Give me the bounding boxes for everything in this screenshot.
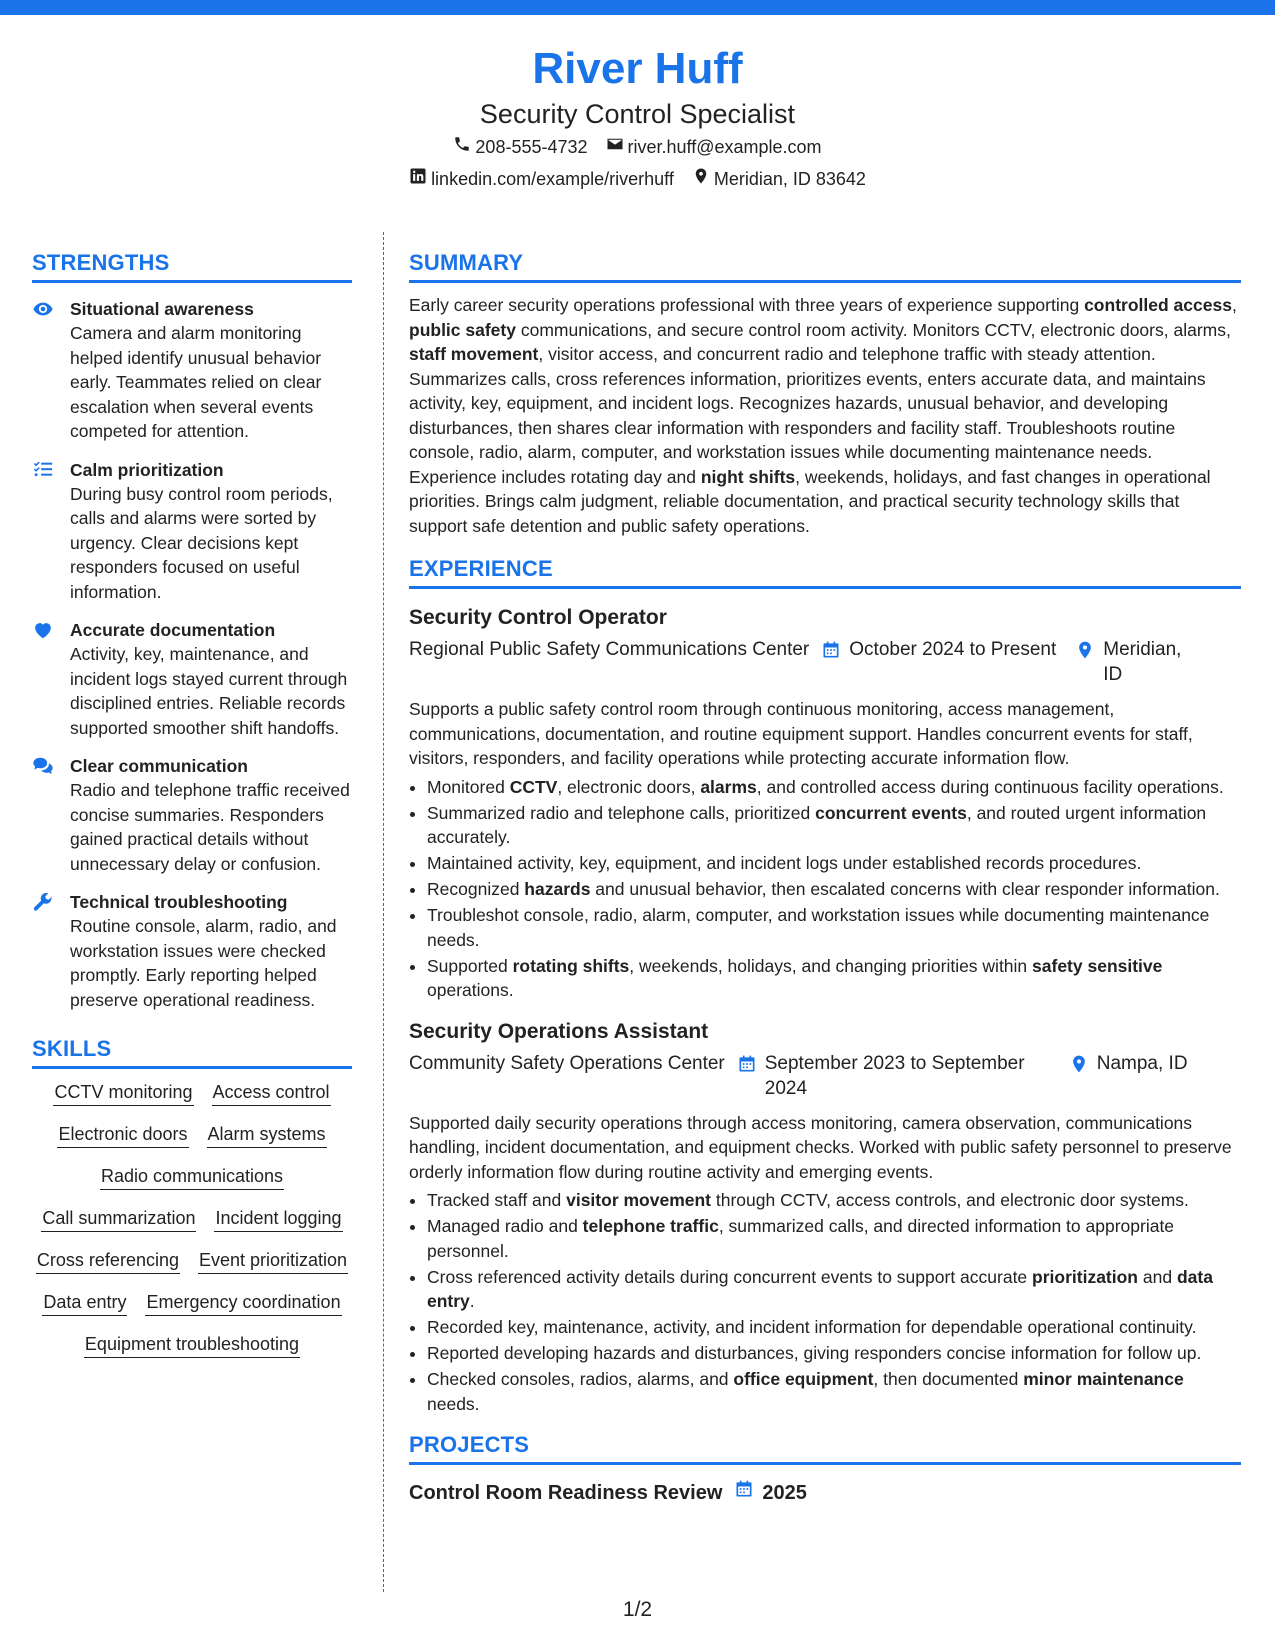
- phone-icon: [453, 131, 471, 163]
- job-bullet: • Cross referenced activity details during concurrent events to support accurate prioritization and data entry.: [427, 1265, 1241, 1314]
- job-bullet: • Recognized hazards and unusual behavior, then escalated concerns with clear responder information.: [427, 877, 1241, 902]
- job-meta: [409, 637, 1241, 687]
- column-divider: [383, 232, 384, 1592]
- skills-heading: SKILLS: [32, 1034, 352, 1069]
- skill-tag: Access control: [212, 1079, 331, 1106]
- skill-tag: Equipment troubleshooting: [84, 1331, 300, 1358]
- job-entry: [409, 603, 1241, 1003]
- strength-title: Technical troubleshooting: [70, 892, 288, 912]
- experience-heading: EXPERIENCE: [409, 554, 1241, 589]
- job-location: Meridian, ID: [1103, 639, 1182, 685]
- skill-tag: Alarm systems: [207, 1121, 327, 1148]
- calendar-icon: [821, 637, 849, 687]
- strength-title: Situational awareness: [70, 299, 254, 319]
- skill-tag: Radio communications: [100, 1163, 284, 1190]
- job-bullet: • Managed radio and telephone traffic, summarized calls, and directed information to appropriate personnel.: [427, 1214, 1241, 1263]
- job-bullet: • Checked consoles, radios, alarms, and office equipment, then documented minor maintenance needs.: [427, 1367, 1241, 1416]
- map-pin-icon: [1069, 1051, 1097, 1101]
- job-org: Community Safety Operations Center: [409, 1052, 725, 1074]
- summary-heading: SUMMARY: [409, 248, 1241, 283]
- bold-keyword: rotating shifts: [512, 955, 630, 976]
- job-dates: October 2024 to Present: [849, 639, 1057, 660]
- strength-title: Clear communication: [70, 756, 248, 776]
- strength-desc: During busy control room periods, calls and alarms were sorted by urgency. Clear decisions kept responders focused on useful information.: [70, 483, 333, 602]
- heart-icon: [32, 618, 70, 740]
- strength-item: [32, 754, 352, 876]
- top-accent-bar: [0, 0, 1275, 15]
- job-title: Security Control Operator: [409, 606, 667, 629]
- bold-keyword: CCTV: [509, 776, 558, 797]
- linkedin-icon: [409, 163, 427, 195]
- strength-item: [32, 458, 352, 605]
- job-location: Nampa, ID: [1096, 1052, 1188, 1074]
- job-dates: September 2023 to September 2024: [764, 1052, 1025, 1099]
- skill-tag: Cross referencing: [36, 1247, 180, 1274]
- project-title: Control Room Readiness Review: [409, 1482, 723, 1504]
- wrench-icon: [32, 890, 70, 1012]
- skill-tag: Event prioritization: [198, 1247, 348, 1274]
- left-column: [32, 248, 352, 1358]
- skills-list: [32, 1079, 352, 1358]
- bold-keyword: alarms: [700, 776, 757, 797]
- eye-icon: [32, 297, 70, 444]
- strength-item: [32, 618, 352, 740]
- summary-text: Early career security operations professional with three years of experience supporting controlled access, public safety communications, and secure control room activity. Monitors CCTV, electronic doors, alarms, staff movement, visitor access, and concurrent radio and telephone traffic with steady attention. Summarizes calls, cross references information, prioritizes events, enters accurate data, and maintains activity, key, equipment, and incident logs. Recognizes hazards, unusual behavior, and developing disturbances, then shares clear information with responders and facility staff. Troubleshoots routine console, radio, alarm, computer, and workstation issues while documenting maintenance needs. Experience includes rotating day and night shifts, weekends, holidays, and fast changes in operational priorities. Brings calm judgment, reliable documentation, and practical security technology skills that support safe detention and public safety operations.: [409, 295, 1237, 536]
- projects-heading: PROJECTS: [409, 1430, 1241, 1465]
- candidate-name: River Huff: [532, 44, 743, 93]
- linkedin-contact[interactable]: [409, 163, 674, 195]
- bold-keyword: prioritization: [1032, 1266, 1138, 1287]
- bold-keyword: hazards: [524, 879, 591, 899]
- page-number: 1/2: [622, 1598, 653, 1621]
- bold-keyword: office equipment: [733, 1369, 874, 1389]
- strength-desc: Radio and telephone traffic received concise summaries. Responders gained practical details without unnecessary delay or confusion.: [70, 780, 350, 874]
- map-pin-icon: [1075, 637, 1103, 687]
- skill-tag: Data entry: [42, 1289, 127, 1316]
- skill-tag: Electronic doors: [57, 1121, 188, 1148]
- job-entry: [409, 1017, 1241, 1417]
- right-column: [409, 248, 1241, 1507]
- job-location-group: [1069, 1051, 1188, 1101]
- skill-tag: Call summarization: [41, 1205, 196, 1232]
- job-bullet: • Troubleshot console, radio, alarm, computer, and workstation issues while documenting maintenance needs.: [427, 903, 1241, 952]
- bold-keyword: staff movement: [409, 344, 539, 364]
- job-title: Security Operations Assistant: [409, 1019, 709, 1043]
- location-contact: [692, 163, 866, 195]
- job-bullet: • Summarized radio and telephone calls, prioritized concurrent events, and routed urgent information accurately.: [427, 801, 1241, 850]
- bold-keyword: public safety: [409, 319, 516, 340]
- calendar-icon: [737, 1051, 765, 1101]
- skill-tag: CCTV monitoring: [53, 1079, 193, 1106]
- job-bullets: [409, 1188, 1241, 1416]
- job-bullets: [409, 775, 1241, 1003]
- project-entry: [409, 1479, 1241, 1507]
- skill-tag: Emergency coordination: [145, 1289, 341, 1316]
- bold-keyword: telephone traffic: [582, 1216, 719, 1236]
- job-bullet: • Tracked staff and visitor movement through CCTV, access controls, and electronic door systems.: [427, 1188, 1241, 1213]
- email-address[interactable]: river.huff@example.com: [627, 137, 822, 157]
- map-pin-icon: [692, 163, 710, 195]
- strength-title: Accurate documentation: [70, 620, 276, 640]
- job-org: Regional Public Safety Communications Center: [409, 639, 810, 660]
- bold-keyword: night shifts: [700, 466, 796, 487]
- phone-number: 208-555-4732: [475, 137, 588, 157]
- phone-contact: [453, 131, 587, 163]
- job-dates-group: [737, 1051, 1047, 1101]
- bold-keyword: controlled access: [1084, 295, 1232, 315]
- strength-desc: Activity, key, maintenance, and incident logs stayed current through disciplined entries. Reliable records supported smoother shift handoffs.: [70, 644, 348, 738]
- calendar-icon: [722, 1479, 762, 1507]
- strength-title: Calm prioritization: [70, 459, 224, 480]
- job-dates-group: [821, 637, 1061, 687]
- job-bullet: • Monitored CCTV, electronic doors, alarms, and controlled access during continuous facility operations.: [427, 775, 1241, 800]
- contact-row-2: [0, 163, 1275, 195]
- skill-tag: Incident logging: [214, 1205, 342, 1232]
- job-meta: [409, 1051, 1241, 1101]
- bold-keyword: data entry: [427, 1266, 1213, 1311]
- job-description: Supported daily security operations through access monitoring, camera observation, communications handling, incident documentation, and equipment checks. Worked with public safety personnel to preserve orderly information flow during routine activity and emerging events.: [409, 1112, 1232, 1182]
- job-bullet: • Recorded key, maintenance, activity, and incident information for dependable operational continuity.: [427, 1315, 1241, 1340]
- contact-row-1: [0, 131, 1275, 163]
- linkedin-url[interactable]: linkedin.com/example/riverhuff: [431, 169, 674, 189]
- bold-keyword: visitor movement: [566, 1190, 712, 1210]
- strengths-heading: STRENGTHS: [32, 248, 352, 283]
- chat-bubbles-icon: [32, 754, 70, 876]
- bold-keyword: safety sensitive: [1032, 955, 1163, 976]
- candidate-title: Security Control Specialist: [479, 99, 796, 129]
- job-bullet: • Maintained activity, key, equipment, and incident logs under established records procedures.: [427, 851, 1241, 876]
- job-bullet: • Supported rotating shifts, weekends, holidays, and changing priorities within safety sensitive operations.: [427, 954, 1241, 1003]
- strength-item: [32, 890, 352, 1012]
- email-contact[interactable]: [606, 131, 822, 163]
- location-text: Meridian, ID 83642: [713, 169, 866, 189]
- strength-item: [32, 297, 352, 444]
- strength-desc: Routine console, alarm, radio, and workstation issues were checked promptly. Early reporting helped preserve operational readiness.: [70, 916, 337, 1010]
- envelope-icon: [606, 131, 624, 163]
- bold-keyword: minor maintenance: [1023, 1369, 1184, 1389]
- resume-header: [0, 40, 1275, 195]
- list-check-icon: [32, 458, 70, 605]
- job-description: Supports a public safety control room through continuous monitoring, access management, communications, documentation, and routine equipment support. Handles concurrent events for staff, visitors, responders, and facility operations while protecting accurate information flow.: [409, 699, 1193, 768]
- job-bullet: • Reported developing hazards and disturbances, giving responders concise information for follow up.: [427, 1341, 1241, 1366]
- project-year: 2025: [762, 1482, 807, 1504]
- bold-keyword: concurrent events: [815, 802, 967, 823]
- strength-desc: Camera and alarm monitoring helped identify unusual behavior early. Teammates relied on clear escalation when several events competed for attention.: [70, 323, 322, 441]
- job-location-group: [1075, 637, 1190, 687]
